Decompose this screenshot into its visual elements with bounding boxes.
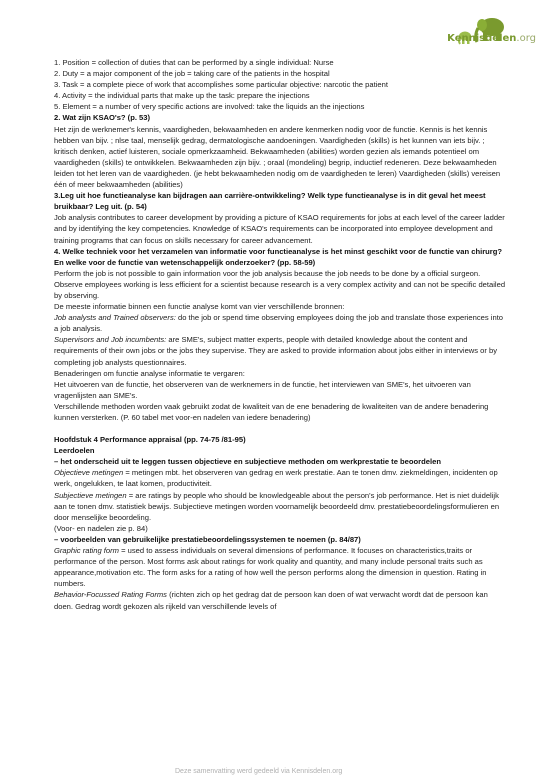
learning-goal: – voorbeelden van gebruikelijke prestatiebeoordelingssystemen te noemen (p. 84/87) [54,534,361,544]
paragraph: De meeste informatie binnen een functie analyse komt van vier verschillende bronnen: [54,302,345,312]
paragraph [54,312,506,334]
list-item: 4. Activity = the individual parts that make up the task: prepare the injections [54,91,310,101]
question-heading: 4. Welke techniek voor het verzamelen van informatie voor functieanalyse is het minst geschikt voor de functie van chirurg? En welke voor de functie van wetenschappelijk onderzoeker? (pp. 58-59) [54,246,503,267]
paragraph: Benaderingen om functie analyse informatie te vergaren: [54,368,245,378]
paragraph: Perform the job is not possible to gain information voor the job analysis because the job needs to be done by a official surgeon. [54,268,481,278]
term: Graphic rating form [54,546,119,556]
term: Behavior-Focussed Rating Forms [54,590,167,600]
list-item: 1. Position = collection of duties that can be performed by a single individual: Nurse [54,58,334,67]
logo-wordmark: Kennisdelen.org [447,33,536,44]
question-heading: 2. Wat zijn KSAO's? (p. 53) [54,113,151,123]
term: Job analysts and Trained observers: [54,313,176,323]
footer-watermark: Deze samenvatting werd gedeeld via Kennisdelen.org [175,768,343,775]
paragraph [54,490,506,523]
paragraph: Verschillende methoden worden vaak gebruikt zodat de kwaliteit van de ene benadering de kwaliteiten van de andere benadering kunnen versterken. (P. 60 tabel met voor-en nadelen van iedere benadering) [54,401,489,422]
kennisdelen-logo[interactable] [416,12,536,52]
definition: = metingen mbt. het observeren van gedrag en werk prestatie. Aan te tonen dmv. ziekmeldingen, incidenten op werk, ongelukken, te laat komen, productiviteit. [54,468,498,489]
definition: are SME's, subject matter experts, people with detailed knowledge about the content and requirements of their own jobs or the jobs they supervise. They are asked to provide information about jobs either in interviews or by completing job analysts questionnaires. [54,335,498,367]
definition: = are ratings by people who should be knowledgeable about the person's job performance. Het is niet duidelijk aan te tonen dmv. statistiek bewijs. Subjectieve metingen worden voornamelijk beoordeeld dmv. prestatiebeoordelingsformulieren en door menselijke beoordeling. [54,490,500,522]
paragraph [54,545,506,589]
term: Subjectieve metingen [54,490,127,500]
paragraph: (Voor- en nadelen zie p. 84) [54,523,148,533]
paragraph: Het zijn de werknemer's kennis, vaardigheden, bekwaamheden en andere kenmerken nodig voor de functie. Kennis is het kennis hebben van bijv. ; nlse taal, menselijk gedrag, dermatologische aandoeningen. Vaardigheden (skills) is het kunnen van iets bijv. ; kritisch denken, actief luisteren, sociale opmerkzaamheid. Bekwaamheden (abilities) worden gezien als iemands potentieel om vaardigheden (skills) te ontwikkelen. Bekwaamheden zijn bijv. ; oraal (mondeling) begrip, inductief redeneren. Deze bekwaamheden leiden tot het leren van de vaardigheden. (je hebt bekwaamheden nodig om de vaardigheden te leren) Vaardigheden (skills) vereisen één of meer bekwaamheden (abilities) [54,124,501,190]
term: Objectieve metingen [54,468,124,478]
elephant-icon [416,12,536,52]
paragraph: Job analysis contributes to career development by providing a picture of KSAO requirements for jobs at each level of the career ladder and by identifying the key competencies. Knowledge of KSAO's requirements can be incorporated into employee development and training programs that can focus on skills necessary for career advancement. [54,213,505,245]
chapter-heading: Hoofdstuk 4 Performance appraisal (pp. 74-75 /81-95) [54,435,246,445]
paragraph: Het uitvoeren van de functie, het observeren van de werknemers in de functie, het interviewen van SME's, het uitvoeren van vragenlijsten aan SME's. [54,379,471,400]
definition: = used to assess individuals on several dimensions of performance. It focuses on characteristics,traits or performance of the person. Most forms ask about ratings for work quality and quantity, and many include personal traits such as appearance,motivation etc. The form asks for a rating of how well the person performs along the dimension in question. Rating in numbers. [54,546,487,589]
paragraph: Observe employees working is less efficient for a scientist because research is a very complex activity and can not be specific detailed by observing. [54,279,506,300]
learning-goal: – het onderscheid uit te leggen tussen objectieve en subjectieve methoden om werkprestatie te beoordelen [54,457,441,467]
definition: do the job or spend time observing employees doing the job and translate those experiences into a job analysis. [54,313,504,334]
spacer [54,423,506,434]
section-heading: Leerdoelen [54,446,95,456]
list-item: 3. Task = a complete piece of work that accomplishes some particular objective: narcotic the patient [54,80,388,90]
paragraph [54,467,506,489]
document-body [54,57,506,612]
paragraph [54,589,506,611]
definition: (richten zich op het gedrag dat de persoon kan doen of wat verwacht wordt dat de persoon kan doen. Gedrag wordt gekozen als rijkeld van verschillende levels of [54,590,488,611]
term: Supervisors and Job incumbents: [54,335,167,345]
list-item: 2. Duty = a major component of the job = taking care of the patients in the hospital [54,69,330,79]
question-heading: 3.Leg uit hoe functieanalyse kan bijdragen aan carrière-ontwikkeling? Welk type functieanalyse is in dit geval het meest bruikbaar? Leg uit. (p. 54) [54,191,486,212]
paragraph [54,334,506,367]
list-item: 5. Element = a number of very specific actions are involved: take the liquids an the injections [54,102,365,112]
